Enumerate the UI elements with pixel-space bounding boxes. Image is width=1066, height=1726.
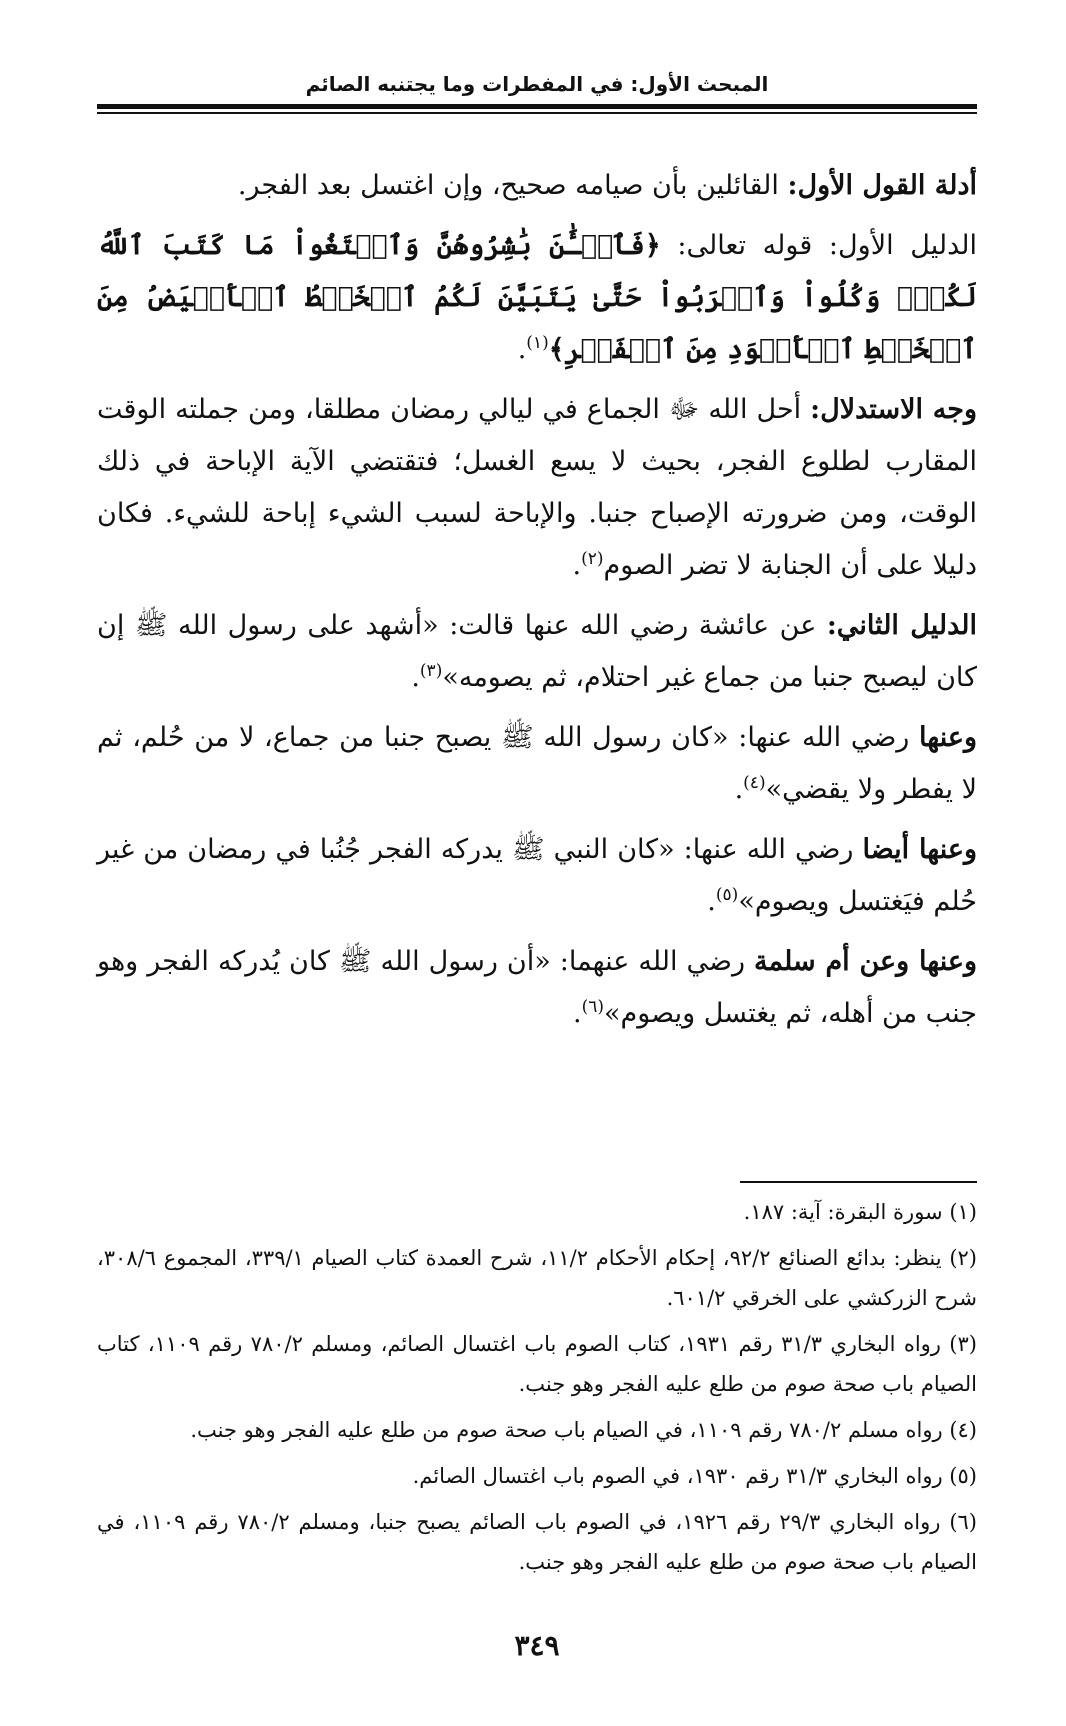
paragraph-narration-2 (97, 824, 977, 928)
paragraph-end: . (734, 774, 744, 805)
paragraph-heading: أدلة القول الأول: (787, 170, 977, 201)
header-rule-thin (97, 112, 977, 114)
paragraph-heading: وعنها (919, 722, 977, 753)
paragraph-second-evidence (97, 600, 977, 704)
footnote-ref: (٥) (715, 885, 739, 905)
footnote-6: (٦) رواه البخاري ٢٩/٣ رقم ١٩٢٦، في الصوم باب الصائم يصبح جنبا، ومسلم ٧٨٠/٢ رقم ١١٠٩، في الصيام باب صحة صوم من طلع عليه الفجر وهو جنب. (97, 1510, 977, 1574)
footnotes (97, 1192, 977, 1588)
footnote-2: (٢) ينظر: بدائع الصنائع ٩٢/٢، إحكام الأحكام ١١/٢، شرح العمدة كتاب الصيام ٣٣٩/١، المجموع ٣٠٨/٦، شرح الزركشي على الخرقي ٦٠١/٢. (97, 1246, 977, 1310)
paragraph-heading: الدليل الثاني: (826, 610, 977, 641)
paragraph-narration-1 (97, 712, 977, 816)
paragraph-text: أحل الله ﷻ الجماع في ليالي رمضان مطلقا، ومن جملته الوقت المقارب لطلوع الفجر، بحيث لا يسع الغسل؛ فتقتضي الآية الإباحة في ذلك الوقت، ومن ضرورته الإصباح جنبا. والإباحة لسبب الشيء إباحة للشيء. فكان دليلا على أن الجنابة لا تضر الصوم (97, 394, 977, 581)
footnote-ref: (١) (526, 333, 549, 353)
footnote-5: (٥) رواه البخاري ٣١/٣ رقم ١٩٣٠، في الصوم باب اغتسال الصائم. (412, 1464, 977, 1488)
footnote-ref: (٦) (581, 997, 604, 1017)
paragraph-text: رضي الله عنها: «كان النبي ﷺ يدركه الفجر جُنُبا في رمضان من غير حُلم فيَغتسل ويصوم» (97, 834, 977, 917)
paragraph-evidence-first-opinion (97, 160, 977, 212)
page-number: ٣٤٩ (514, 1629, 560, 1662)
paragraph-heading: وجه الاستدلال: (810, 394, 977, 425)
footnote-separator (740, 1181, 977, 1183)
footnote-ref: (٤) (743, 773, 766, 793)
paragraph-end: . (411, 662, 420, 693)
paragraph-narration-3 (97, 936, 977, 1040)
running-header: المبحث الأول: في المفطرات وما يجتنبه الصائم (305, 72, 769, 96)
paragraph-heading: وعنها وعن أم سلمة (754, 946, 977, 977)
paragraph-heading: وعنها أيضا (862, 834, 977, 865)
paragraph-end: . (572, 998, 582, 1029)
paragraph-end: . (517, 334, 527, 365)
paragraph-text: القائلين بأن صيامه صحيح، وإن اغتسل بعد الفجر. (237, 170, 788, 201)
main-text (97, 160, 977, 1048)
paragraph-text: رضي الله عنهما: «أن رسول الله ﷺ كان يُدركه الفجر وهو جنب من أهله، ثم يغتسل ويصوم» (97, 946, 977, 1029)
header-rule-thick (97, 104, 977, 109)
paragraph-inference (97, 384, 977, 592)
quran-verse: ﴿فَٱلۡـَٰٔنَ بَٰشِرُوهُنَّ وَٱبۡتَغُواْ مَا كَتَبَ ٱللَّهُ لَكُمۡۚ وَكُلُواْ وَٱشۡرَبُواْ حَتَّىٰ يَتَبَيَّنَ لَكُمُ ٱلۡخَيۡطُ ٱلۡأَبۡيَضُ مِنَ ٱلۡخَيۡطِ ٱلۡأَسۡوَدِ مِنَ ٱلۡفَجۡرِ﴾ (97, 230, 977, 365)
paragraph-text: رضي الله عنها: «كان رسول الله ﷺ يصبح جنبا من جماع، لا من حُلم، ثم لا يفطر ولا يقضي» (97, 722, 977, 805)
paragraph-end: . (572, 550, 582, 581)
paragraph-end: . (707, 886, 716, 917)
footnote-1: (١) سورة البقرة: آية: ١٨٧. (743, 1200, 977, 1224)
footnote-ref: (٣) (419, 661, 443, 681)
paragraph-first-evidence (97, 220, 977, 376)
footnote-3: (٣) رواه البخاري ٣١/٣ رقم ١٩٣١، كتاب الصوم باب اغتسال الصائم، ومسلم ٧٨٠/٢ رقم ١١٠٩، كتاب الصيام باب صحة صوم من طلع عليه الفجر وهو جنب. (97, 1332, 977, 1396)
footnote-4: (٤) رواه مسلم ٧٨٠/٢ رقم ١١٠٩، في الصيام باب صحة صوم من طلع عليه الفجر وهو جنب. (190, 1418, 977, 1442)
paragraph-text: الدليل الأول: قوله تعالى: (660, 230, 978, 261)
footnote-ref: (٢) (581, 549, 604, 569)
paragraph-text: عن عائشة رضي الله عنها قالت: «أشهد على رسول الله ﷺ إن كان ليصبح جنبا من جماع غير احتلام، ثم يصومه» (97, 610, 977, 693)
